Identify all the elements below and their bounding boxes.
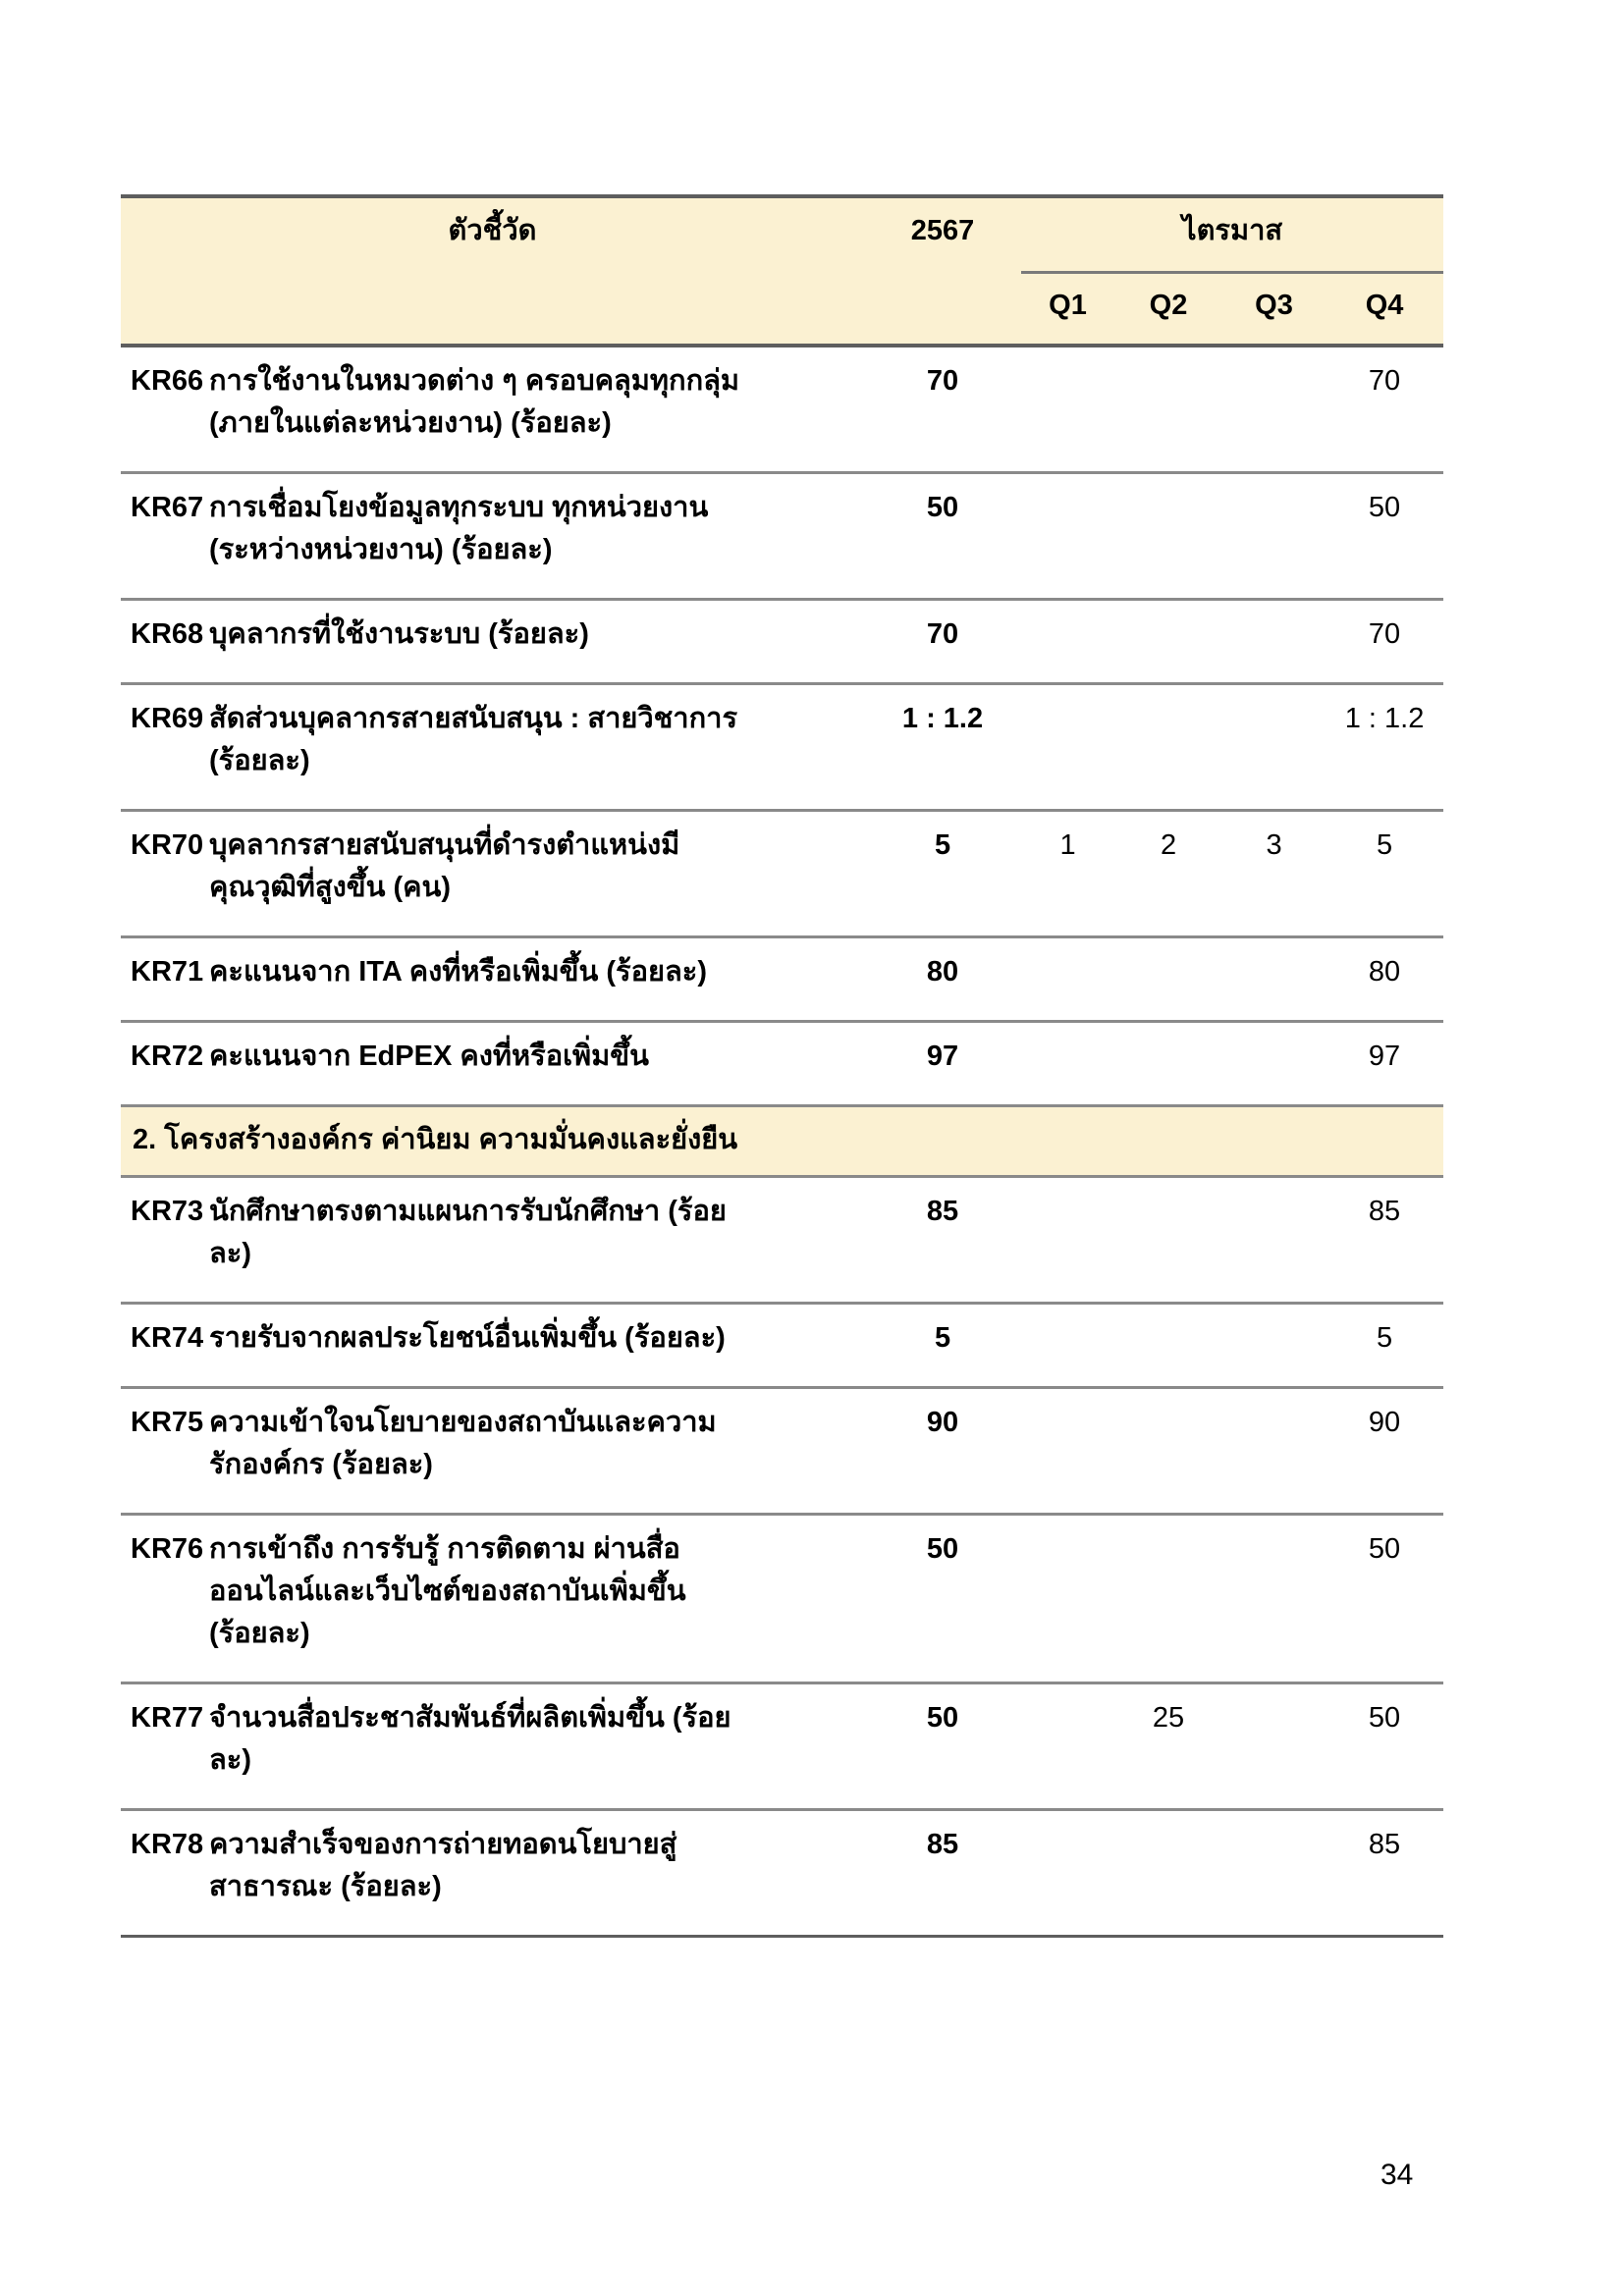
- table-row-kr77: [121, 1683, 1443, 1810]
- header-year: 2567: [864, 196, 1021, 272]
- table-row-kr78: [121, 1810, 1443, 1937]
- kr-description: [209, 1683, 864, 1810]
- kr-q1-value: 1: [1059, 829, 1076, 861]
- kr-q1-value: [1021, 1304, 1114, 1388]
- kr-code: KR70: [131, 829, 204, 861]
- kr-code: KR74: [131, 1322, 204, 1354]
- kr-q4-value: 80: [1368, 956, 1401, 988]
- kr-q1-value: [1021, 1022, 1114, 1106]
- kr-code: KR76: [131, 1533, 204, 1565]
- page-number: 34: [1380, 2159, 1414, 2191]
- kr-year-target: 90: [926, 1407, 959, 1438]
- header-q3: Q3: [1222, 272, 1326, 346]
- kr-q1-value: [1021, 1515, 1114, 1683]
- kr-description: [209, 937, 864, 1022]
- kr-description-text: สัดส่วนบุคลากรสายสนับสนุน : สายวิชาการ (ร้อยละ): [209, 703, 738, 776]
- kr-q2-value: [1114, 473, 1222, 600]
- table-row-kr66: [121, 346, 1443, 473]
- kr-code: KR75: [131, 1407, 204, 1438]
- table-header: [121, 196, 1443, 346]
- kr-q4-value: 5: [1376, 1322, 1393, 1354]
- kr-q2-value: [1114, 1304, 1222, 1388]
- header-row-2: [121, 272, 1443, 346]
- table-row-kr70: [121, 811, 1443, 937]
- kr-description-text: การใช้งานในหมวดต่าง ๆ ครอบคลุมทุกกลุ่ม (ภายในแต่ละหน่วยงาน) (ร้อยละ): [209, 365, 740, 439]
- kr-q1-value: [1021, 1683, 1114, 1810]
- kr-q1-value: [1021, 937, 1114, 1022]
- kr-q1-value: [1021, 1177, 1114, 1304]
- kr-q3-value: [1222, 346, 1326, 473]
- kr-q4-value: 70: [1368, 618, 1401, 650]
- kr-year-target: 50: [926, 492, 959, 523]
- kr-q4-value: 85: [1368, 1829, 1401, 1860]
- kr-description-text: รายรับจากผลประโยชน์อื่นเพิ่มขึ้น (ร้อยละ): [209, 1322, 726, 1354]
- kr-year-target: 50: [926, 1533, 959, 1565]
- kr-q1-value: [1021, 600, 1114, 684]
- kr-year-target: 50: [926, 1702, 959, 1734]
- kr-q2-value: [1114, 684, 1222, 811]
- kr-description-text: ความสำเร็จของการถ่ายทอดนโยบายสู่สาธารณะ (ร้อยละ): [209, 1829, 677, 1902]
- kr-description: [209, 1515, 864, 1683]
- kr-description-text: คะแนนจาก ITA คงที่หรือเพิ่มขึ้น (ร้อยละ): [209, 956, 708, 988]
- kr-description-text: การเชื่อมโยงข้อมูลทุกระบบ ทุกหน่วยงาน (ระหว่างหน่วยงาน) (ร้อยละ): [209, 492, 709, 565]
- header-spacer-year: [864, 272, 1021, 346]
- kr-description: [209, 811, 864, 937]
- kr-q1-value: [1021, 684, 1114, 811]
- section-header-row: [121, 1106, 1443, 1177]
- kr-q2-value: [1114, 346, 1222, 473]
- kr-code: KR73: [131, 1196, 204, 1227]
- kr-year-target: 70: [926, 365, 959, 397]
- kr-description: [209, 1177, 864, 1304]
- kr-description-text: จำนวนสื่อประชาสัมพันธ์ที่ผลิตเพิ่มขึ้น (ร้อยละ): [209, 1702, 731, 1776]
- kr-q3-value: [1222, 937, 1326, 1022]
- kr-description-text: บุคลากรสายสนับสนุนที่ดำรงตำแหน่งมีคุณวุฒิที่สูงขึ้น (คน): [209, 829, 680, 903]
- kr-q3-value: [1222, 600, 1326, 684]
- table-row-kr68: [121, 600, 1443, 684]
- kr-year-target: 85: [926, 1196, 959, 1227]
- kr-description: [209, 1304, 864, 1388]
- table-row-kr76: [121, 1515, 1443, 1683]
- kr-q4-value: 5: [1376, 829, 1393, 861]
- kr-q2-value: 2: [1160, 829, 1177, 861]
- kr-q1-value: [1021, 346, 1114, 473]
- header-q1: Q1: [1021, 272, 1114, 346]
- kr-q2-value: [1114, 1810, 1222, 1937]
- kr-q4-value: 90: [1368, 1407, 1401, 1438]
- kr-q2-value: [1114, 1388, 1222, 1515]
- kr-q3-value: 3: [1266, 829, 1282, 861]
- kr-q3-value: [1222, 1515, 1326, 1683]
- kr-q3-value: [1222, 1177, 1326, 1304]
- kr-code: KR66: [131, 365, 204, 397]
- kr-description: [209, 600, 864, 684]
- kr-q4-value: 1 : 1.2: [1344, 703, 1425, 734]
- kr-year-target: 97: [926, 1041, 959, 1072]
- header-q2: Q2: [1114, 272, 1222, 346]
- table-row-kr72: [121, 1022, 1443, 1106]
- header-indicator: ตัวชี้วัด: [121, 196, 864, 272]
- kr-year-target: 1 : 1.2: [901, 703, 984, 734]
- kr-description: [209, 684, 864, 811]
- kr-q4-value: 50: [1368, 1702, 1401, 1734]
- kr-q3-value: [1222, 684, 1326, 811]
- table-row-kr75: [121, 1388, 1443, 1515]
- kr-code: KR71: [131, 956, 204, 988]
- kr-q2-value: [1114, 1022, 1222, 1106]
- kr-code: KR78: [131, 1829, 204, 1860]
- kr-q2-value: [1114, 937, 1222, 1022]
- kr-q1-value: [1021, 1810, 1114, 1937]
- kr-q2-value: 25: [1152, 1702, 1185, 1734]
- kr-description-text: คะแนนจาก EdPEX คงที่หรือเพิ่มขึ้น: [209, 1041, 649, 1072]
- kr-description: [209, 1810, 864, 1937]
- kr-year-target: 5: [934, 829, 951, 861]
- kr-year-target: 70: [926, 618, 959, 650]
- table-row-kr67: [121, 473, 1443, 600]
- kr-q4-value: 70: [1368, 365, 1401, 397]
- kr-description: [209, 473, 864, 600]
- table-row-kr74: [121, 1304, 1443, 1388]
- kr-q4-value: 50: [1368, 492, 1401, 523]
- header-quarter-group: ไตรมาส: [1021, 196, 1443, 272]
- kr-code: KR67: [131, 492, 204, 523]
- kr-q1-value: [1021, 473, 1114, 600]
- kr-q4-value: 97: [1368, 1041, 1401, 1072]
- header-row-1: [121, 196, 1443, 272]
- table-body: [121, 346, 1443, 1937]
- header-spacer-indicator: [121, 272, 864, 346]
- kr-description-text: ความเข้าใจนโยบายของสถาบันและความรักองค์กร (ร้อยละ): [209, 1407, 717, 1480]
- header-q4: Q4: [1326, 272, 1443, 346]
- kr-q3-value: [1222, 1304, 1326, 1388]
- kr-description-text: นักศึกษาตรงตามแผนการรับนักศึกษา (ร้อยละ): [209, 1196, 727, 1269]
- kr-q3-value: [1222, 473, 1326, 600]
- kr-q2-value: [1114, 600, 1222, 684]
- section-header-text: 2. โครงสร้างองค์กร ค่านิยม ความมั่นคงและยั่งยืน: [121, 1106, 1443, 1177]
- kr-q3-value: [1222, 1810, 1326, 1937]
- kr-q2-value: [1114, 1177, 1222, 1304]
- kr-q1-value: [1021, 1388, 1114, 1515]
- kpi-table: [121, 194, 1443, 1938]
- kr-q4-value: 85: [1368, 1196, 1401, 1227]
- kr-code: KR68: [131, 618, 204, 650]
- kr-description: [209, 346, 864, 473]
- kr-code: KR72: [131, 1041, 204, 1072]
- kr-q3-value: [1222, 1022, 1326, 1106]
- kr-q4-value: 50: [1368, 1533, 1401, 1565]
- kr-description: [209, 1388, 864, 1515]
- kr-q2-value: [1114, 1515, 1222, 1683]
- kr-year-target: 5: [934, 1322, 951, 1354]
- kr-q3-value: [1222, 1683, 1326, 1810]
- kr-code: KR77: [131, 1702, 204, 1734]
- kr-year-target: 85: [926, 1829, 959, 1860]
- kr-q3-value: [1222, 1388, 1326, 1515]
- kr-code: KR69: [131, 703, 204, 734]
- table-row-kr71: [121, 937, 1443, 1022]
- kr-description: [209, 1022, 864, 1106]
- kr-description-text: บุคลากรที่ใช้งานระบบ (ร้อยละ): [209, 618, 589, 650]
- kr-year-target: 80: [926, 956, 959, 988]
- table-row-kr73: [121, 1177, 1443, 1304]
- table-row-kr69: [121, 684, 1443, 811]
- kr-description-text: การเข้าถึง การรับรู้ การติดตาม ผ่านสื่อออนไลน์และเว็บไซต์ของสถาบันเพิ่มขึ้น (ร้อยละ): [209, 1533, 686, 1649]
